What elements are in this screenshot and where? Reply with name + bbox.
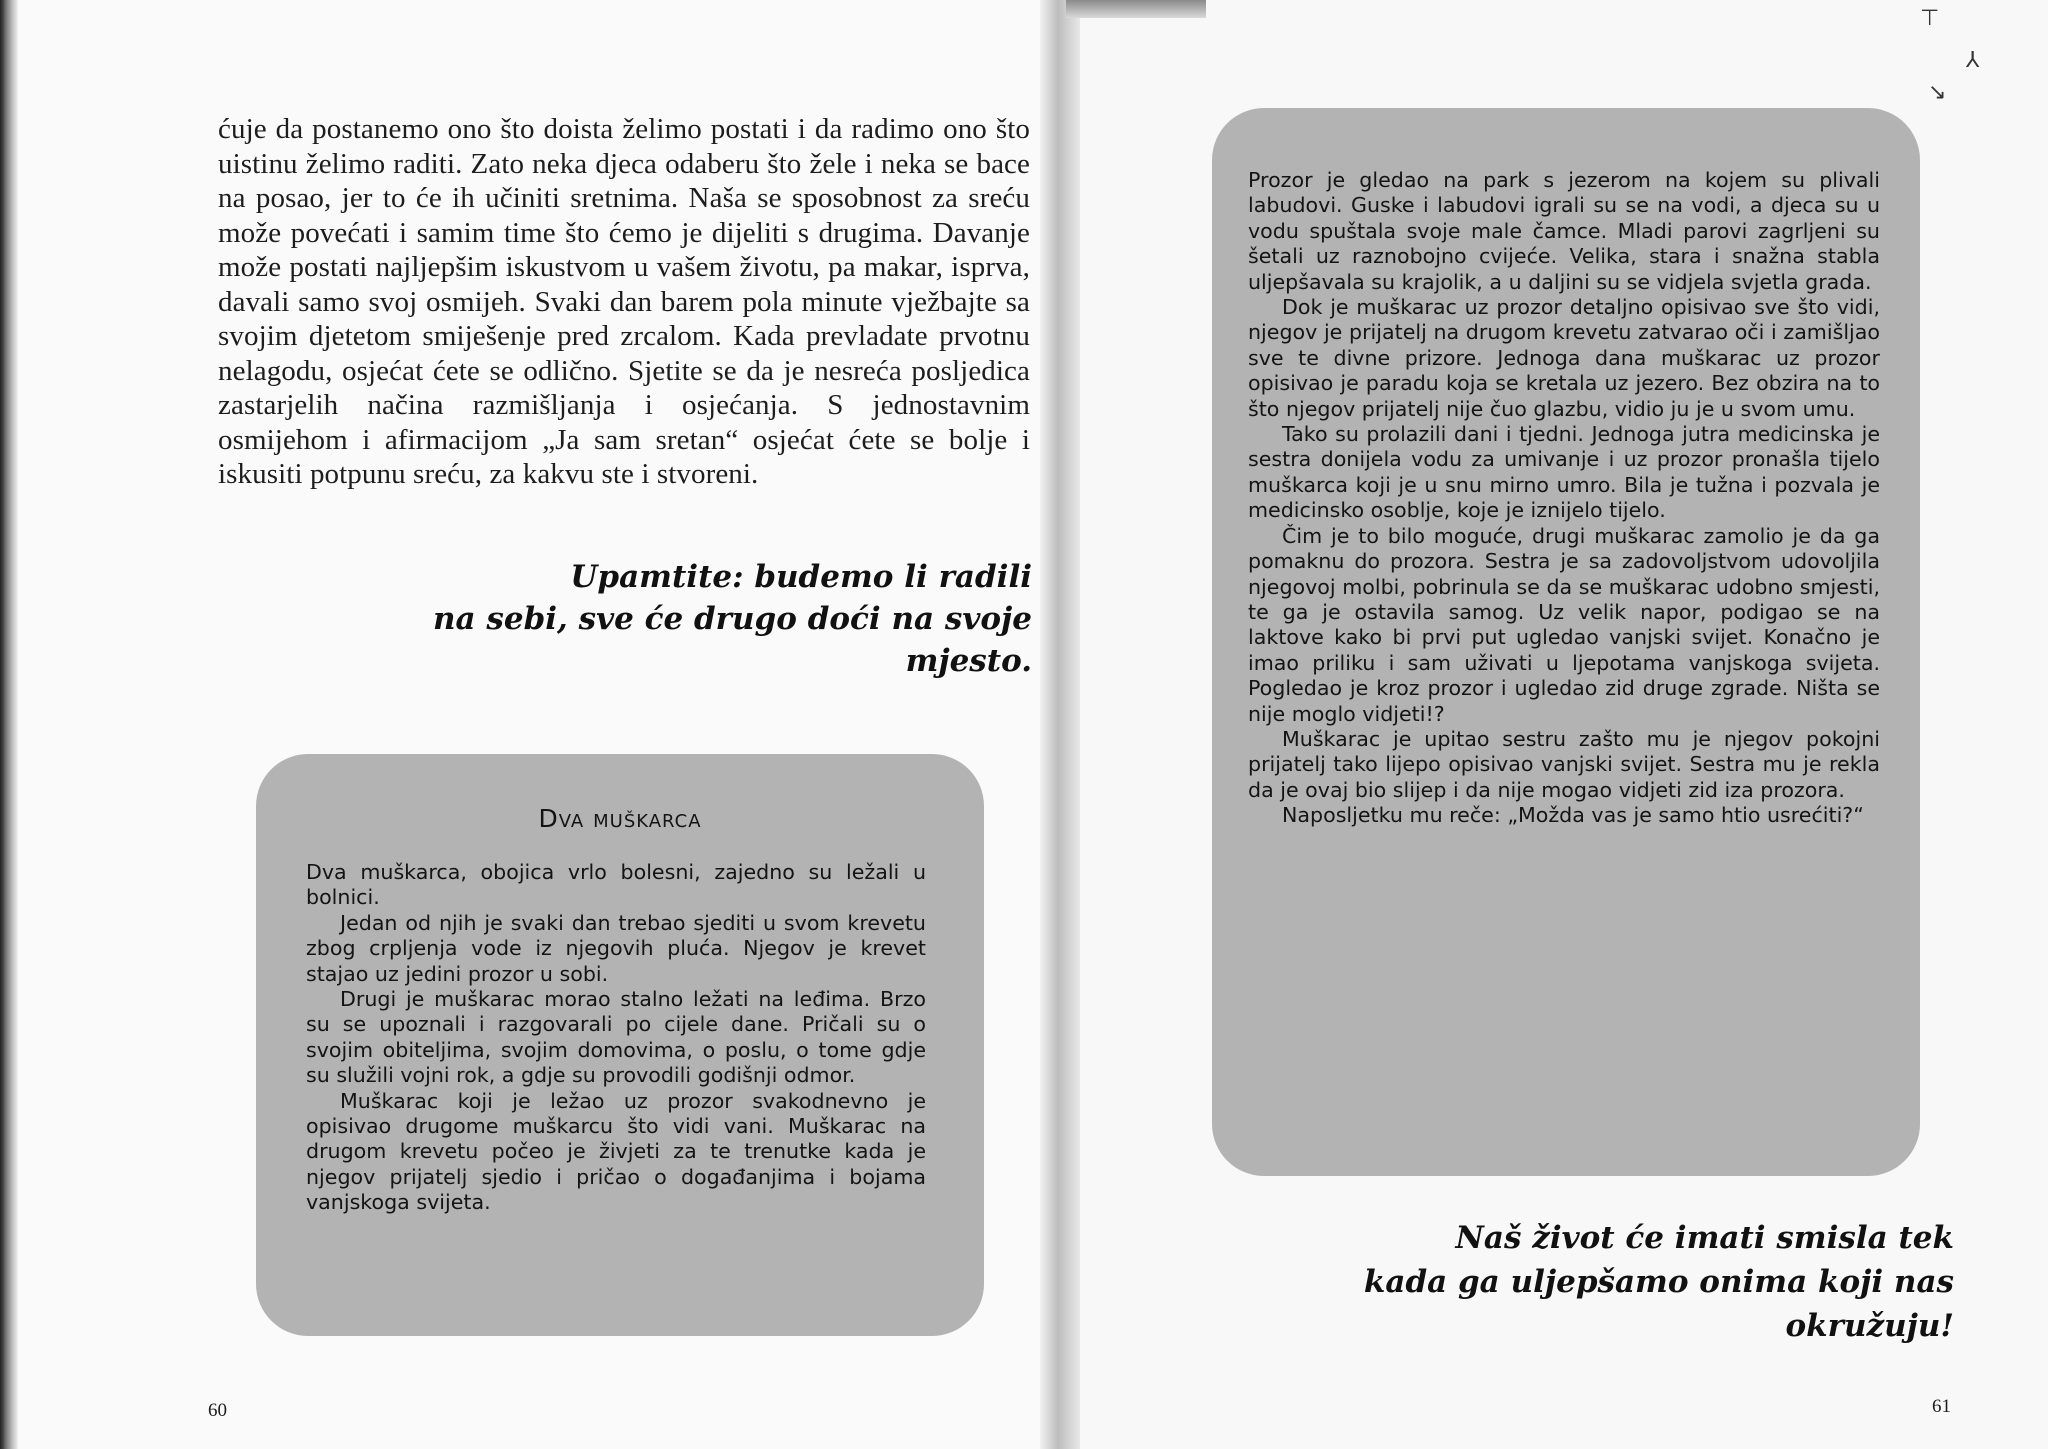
book-spine: [1040, 0, 1080, 1449]
margin-mark: ⊤: [1920, 6, 1940, 31]
left-motto: [420, 556, 1032, 682]
story-paragraph: Drugi je muškarac morao stalno ležati na leđima. Brzo su se upoznali i razgovarali po cijele dane. Pričali su o svojim obiteljima, svojim domovima, o poslu, o tome gdje su služili vojni rok, a gdje su provodili godišnji odmor.: [306, 987, 926, 1088]
margin-mark: ⅄: [1966, 48, 1980, 73]
story-text-left: [306, 860, 926, 1216]
story-paragraph: Muškarac je upitao sestru zašto mu je njegov pokojni prijatelj tako lijepo opisivao vanjski svijet. Sestra mu je rekla da je ovaj bio slijep i da nije mogao vidjeti zid iza prozora.: [1248, 726, 1880, 802]
story-paragraph: Prozor je gledao na park s jezerom na kojem su plivali labudovi. Guske i labudovi igrali su se na vodi, a djeca su u vodu spuštala svoje male čamce. Mladi parovi zagrljeni su šetali uz raznobojno cvijeće. Velika, stara i snažna stabla uljepšavala su krajolik, a u daljini su se vidjela svjetla grada.: [1248, 168, 1880, 294]
left-motto-line-1: Upamtite: budemo li radili: [570, 559, 1032, 595]
left-body-text: ćuje da postanemo ono što doista želimo postati i da radimo ono što uistinu želimo raditi. Zato neka djeca odaberu što žele i neka se bace na posao, jer to će ih učiniti sretnima. Naša se sposobnost za sreću može povećati i samim time što ćemo je dijeliti s drugima. Davanje može postati najljepšim iskustvom u vašem životu, pa makar, isprva, davali samo svoj osmijeh. Svaki dan barem pola minute vježbajte sa svojim djetetom smiješenje pred zrcalom. Kada prevladate prvotnu nelagodu, osjećat ćete se odlično. Sjetite se da je nesreća posljedica zastarjelih načina razmišljanja i osjećanja. S jednostavnim osmijehom i afirmacijom „Ja sam sretan“ osjećat ćete se bolje i iskusiti potpunu sreću, za kakvu ste i stvoreni.: [218, 113, 1030, 490]
right-motto: [1240, 1216, 1954, 1348]
left-motto-line-2: na sebi, sve će drugo doći na svoje mjesto.: [433, 601, 1032, 679]
story-box-right: [1212, 108, 1920, 1176]
story-paragraph: Muškarac koji je ležao uz prozor svakodnevno je opisivao drugome muškarcu što vidi vani. Muškarac na drugom krevetu počeo je živjeti za te trenutke kada je njegov prijatelj sjedio i pričao o događanjima i bojama vanjskoga svijeta.: [306, 1088, 926, 1215]
page-number-right: 61: [1932, 1396, 1951, 1417]
story-title: Dva muškarca: [538, 804, 702, 833]
story-paragraph: Naposljetku mu reče: „Možda vas je samo htio usrećiti?“: [1282, 803, 1864, 828]
story-paragraph: Dva muškarca, obojica vrlo bolesni, zajedno su ležali u bolnici.: [306, 860, 926, 910]
story-paragraph: Jedan od njih je svaki dan trebao sjediti u svom krevetu zbog crpljenja vode iz njegovih pluća. Njegov je krevet stajao uz jedini prozor u sobi.: [306, 910, 926, 986]
page-number-left: 60: [208, 1400, 227, 1421]
story-text-right: [1248, 168, 1880, 829]
margin-mark: ↘: [1928, 80, 1947, 105]
story-box-left: [256, 754, 984, 1336]
right-motto-line-2: kada ga uljepšamo onima koji nas okružuju!: [1363, 1264, 1954, 1344]
page-tab-shadow: [1066, 0, 1206, 18]
story-paragraph: Čim je to bilo moguće, drugi muškarac zamolio je da ga pomaknu do prozora. Sestra je sa zadovoljstvom udovoljila njegovoj molbi, pobrinula se da se muškarac udobno smjesti, te ga je ostavila samog. Uz velik napor, podigao se na laktove kako bi prvi put ugledao vanjski svijet. Konačno je imao priliku i sam uživati u ljepotama vanjskoga svijeta. Pogledao je kroz prozor i ugledao zid druge zgrade. Ništa se nije moglo vidjeti!?: [1248, 523, 1880, 726]
right-motto-line-1: Naš život će imati smisla tek: [1455, 1220, 1954, 1256]
story-paragraph: Tako su prolazili dani i tjedni. Jednoga jutra medicinska je sestra donijela vodu za umivanje i uz prozor pronašla tijelo muškarca koji je u snu mirno umro. Bila je tužna i pozvala je medicinsko osoblje, koje je iznijelo tijelo.: [1248, 422, 1880, 523]
book-edge: [0, 0, 18, 1449]
story-paragraph: Dok je muškarac uz prozor detaljno opisivao sve što vidi, njegov je prijatelj na drugom krevetu zatvarao oči i zamišljao sve te divne prizore. Jednoga dana muškarac uz prozor opisivao je paradu koja se kretala uz jezero. Bez obzira na to što njegov prijatelj nije čuo glazbu, vidio ju je u svom umu.: [1248, 295, 1880, 421]
